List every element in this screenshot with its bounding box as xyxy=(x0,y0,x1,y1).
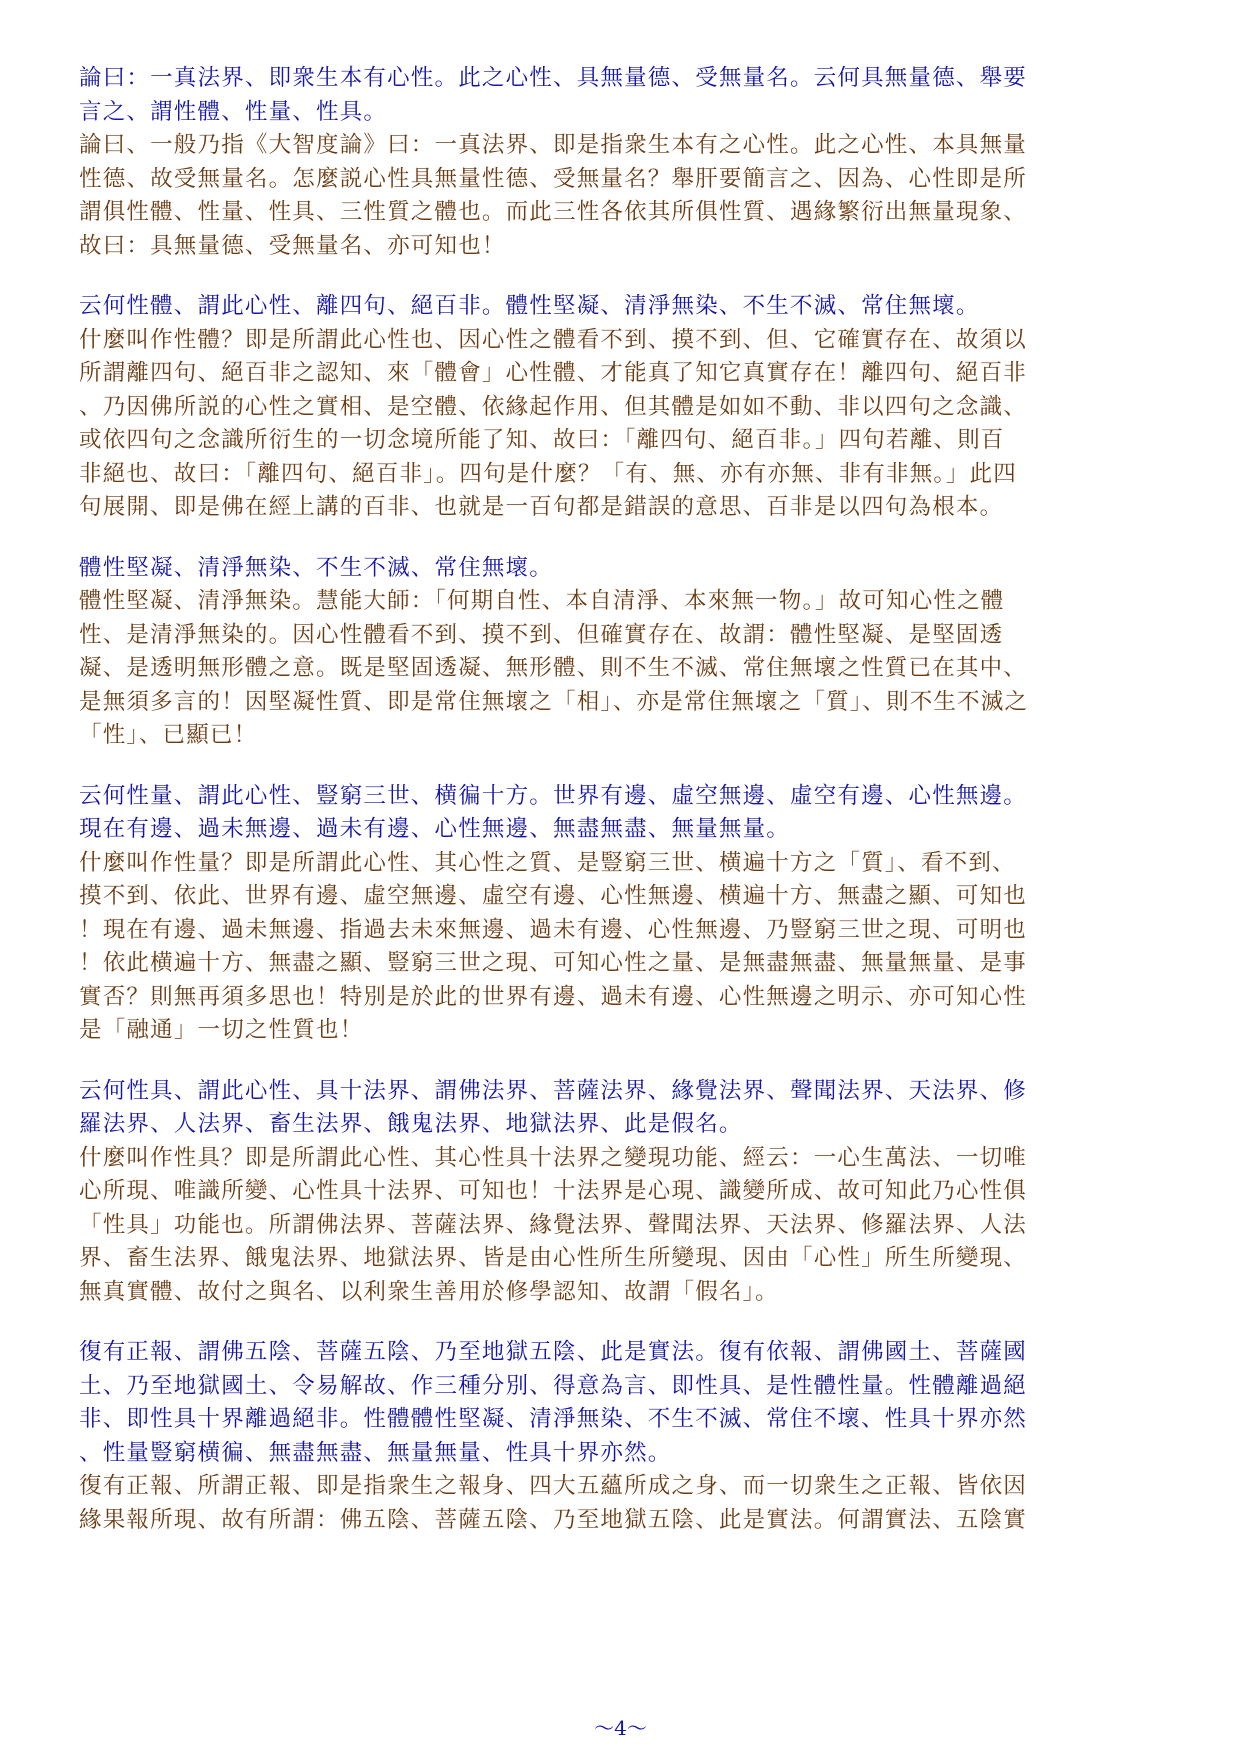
commentary-text-line: 什麼叫作性量？即是所謂此心性、其心性之質、是豎窮三世、横遍十方之「質」、看不到、 xyxy=(79,849,1016,876)
commentary-text-line: 心所現、唯識所變、心性具十法界、可知也！十法界是心現、識變所成、故可知此乃心性俱 xyxy=(79,1178,1028,1204)
commentary-text-line: 什麼叫作性體？即是所謂此心性也、因心性之體看不到、摸不到、但、它確實存在、故須以 xyxy=(79,326,1028,353)
commentary-text-line: 句展開、即是佛在經上講的百非、也就是一百句都是錯誤的意思、百非是以四句為根本。 xyxy=(79,494,1004,520)
commentary-text-line: 實否？則無再須多思也！特別是於此的世界有邊、過未有邊、心性無邊之明示、亦可知心性 xyxy=(79,983,1028,1010)
text-section xyxy=(79,552,1165,753)
commentary-text-line: 體性堅凝、清淨無染。慧能大師：「何期自性、本自清淨、本來無一物。」故可知心性之體 xyxy=(79,588,1005,614)
source-text-line: 復有正報、謂佛五陰、菩薩五陰、乃至地獄五陰、此是實法。復有依報、謂佛國土、菩薩國 xyxy=(79,1339,1028,1365)
commentary-text-line: 復有正報、所謂正報、即是指衆生之報身、四大五蘊所成之身、而一切衆生之正報、皆依因 xyxy=(79,1473,1028,1499)
source-text-line: 羅法界、人法界、畜生法界、餓鬼法界、地獄法界、此是假名。 xyxy=(79,1111,743,1137)
source-text-line: 云何性體、謂此心性、離四句、絕百非。體性堅凝、清淨無染、不生不滅、常住無壞。 xyxy=(79,293,980,319)
commentary-text-line: 「性」、已顯已！ xyxy=(79,722,258,748)
commentary-text-line: 、乃因佛所説的心性之實相、是空體、依緣起作用、但其體是如如不動、非以四句之念識、 xyxy=(79,393,1028,420)
source-text-line: 現在有邊、過未無邊、過未有邊、心性無邊、無盡無盡、無量無量。 xyxy=(79,816,791,842)
commentary-text-line: 界、畜生法界、餓鬼法界、地獄法界、皆是由心性所生所變現、因由「心性」所生所變現、 xyxy=(79,1245,1028,1271)
text-section xyxy=(79,780,1165,1048)
commentary-text-line: 性、是清淨無染的。因心性體看不到、摸不到、但確實存在、故謂：體性堅凝、是堅固透 xyxy=(79,621,1004,648)
commentary-text-line: 是無須多言的！因堅凝性質、即是常住無壞之「相」、亦是常住無壞之「質」、則不生不滅之 xyxy=(79,688,1029,715)
page-number: ～4～ xyxy=(594,1716,647,1740)
source-text-line: 云何性具、謂此心性、具十法界、謂佛法界、菩薩法界、緣覺法界、聲聞法界、天法界、修 xyxy=(79,1077,1028,1104)
source-text-line: 體性堅凝、清淨無染、不生不滅、常住無壞。 xyxy=(79,554,554,581)
text-section xyxy=(79,1075,1165,1310)
source-text-line: 土、乃至地獄國土、令易解故、作三種分別、得意為言、即性具、是性體性量。性體離過絕 xyxy=(79,1372,1028,1399)
text-section xyxy=(79,290,1165,525)
text-section xyxy=(79,62,1165,263)
commentary-text-line: 性德、故受無量名。怎麼説心性具無量性德、受無量名？舉肝要簡言之、因為、心性即是所 xyxy=(79,165,1028,192)
commentary-text-line: 緣果報所現、故有所謂：佛五陰、菩薩五陰、乃至地獄五陰、此是實法。何謂實法、五陰實 xyxy=(79,1506,1028,1533)
commentary-text-line: 故曰：具無量德、受無量名、亦可知也！ xyxy=(79,232,506,259)
commentary-text-line: 非絕也、故曰：「離四句、絕百非」。四句是什麼？「有、無、亦有亦無、非有非無。」此四 xyxy=(79,460,1017,487)
commentary-text-line: 論曰、一般乃指《大智度論》曰：一真法界、即是指衆生本有之心性。此之心性、本具無量 xyxy=(79,132,1028,158)
commentary-text-line: 或依四句之念識所衍生的一切念境所能了知、故曰：「離四句、絕百非。」四句若離、則百 xyxy=(79,427,1005,453)
commentary-text-line: 所謂離四句、絕百非之認知、來「體會」心性體、才能真了知它真實存在！離四句、絕百非 xyxy=(79,360,1028,386)
document-page xyxy=(79,62,1165,1564)
source-text-line: 云何性量、謂此心性、豎窮三世、横徧十方。世界有邊、虛空無邊、虛空有邊、心性無邊。 xyxy=(79,782,1028,809)
source-text-line: 言之、謂性體、性量、性具。 xyxy=(79,98,388,125)
commentary-text-line: 謂俱性體、性量、性具、三性質之體也。而此三性各依其所俱性質、遇緣繁衍出無量現象、 xyxy=(79,199,1028,225)
source-text-line: 論曰：一真法界、即衆生本有心性。此之心性、具無量德、受無量名。云何具無量德、舉要 xyxy=(79,65,1028,91)
commentary-text-line: 凝、是透明無形體之意。既是堅固透凝、無形體、則不生不滅、常住無壞之性質已在其中、 xyxy=(79,655,1028,681)
text-section xyxy=(79,1336,1165,1537)
source-text-line: 、性量豎窮横徧、無盡無盡、無量無量、性具十界亦然。 xyxy=(79,1439,672,1466)
commentary-text-line: 無真實體、故付之與名、以利衆生善用於修學認知、故謂「假名」。 xyxy=(79,1278,779,1305)
source-text-line: 非、即性具十界離過絕非。性體體性堅凝、清淨無染、不生不滅、常住不壞、性具十界亦然 xyxy=(79,1406,1028,1432)
commentary-text-line: 摸不到、依此、世界有邊、虛空無邊、虛空有邊、心性無邊、横遍十方、無盡之顯、可知也 xyxy=(79,883,1028,909)
commentary-text-line: 是「融通」一切之性質也！ xyxy=(79,1017,364,1043)
commentary-text-line: ！現在有邊、過未無邊、指過去未來無邊、過未有邊、心性無邊、乃豎窮三世之現、可明也 xyxy=(79,916,1028,943)
commentary-text-line: 什麼叫作性具？即是所謂此心性、其心性具十法界之變現功能、經云：一心生萬法、一切唯 xyxy=(79,1144,1028,1171)
commentary-text-line: ！依此横遍十方、無盡之顯、豎窮三世之現、可知心性之量、是無盡無盡、無量無量、是事 xyxy=(79,950,1028,976)
commentary-text-line: 「性具」功能也。所謂佛法界、菩薩法界、緣覺法界、聲聞法界、天法界、修羅法界、人法 xyxy=(79,1211,1028,1238)
